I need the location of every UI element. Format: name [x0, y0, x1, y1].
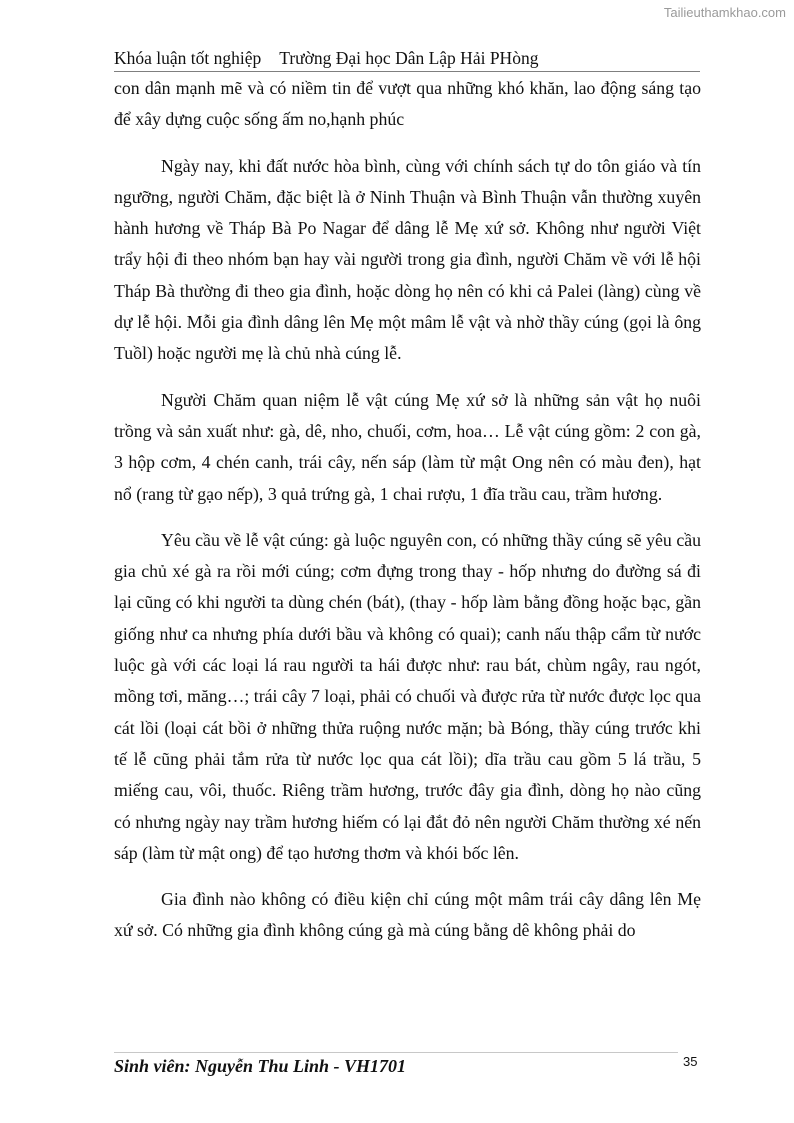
paragraph-continuation: con dân mạnh mẽ và có niềm tin để vượt qua những khó khăn, lao động sáng tạo để xây dựng cuộc sống ấm no,hạnh phúc: [114, 78, 701, 130]
page-header: [114, 48, 700, 72]
header-thesis-label: Khóa luận tốt nghiệp: [114, 48, 262, 68]
watermark-text: Tailieuthamkhao.com: [663, 5, 786, 20]
paragraph-offerings: Người Chăm quan niệm lễ vật cúng Mẹ xứ sở là những sản vật họ nuôi trồng và sản xuất như: gà, dê, nho, chuối, cơm, hoa… Lễ vật cúng gồm: 2 con gà, 3 hộp cơm, 4 chén canh, trái cây, nến sáp (làm từ mật Ong nên có màu đen), hạt nổ (rang từ gạo nếp), 3 quả trứng gà, 1 chai rượu, 1 đĩa trầu cau, trầm hương.: [114, 389, 701, 504]
page-number: 35: [683, 1054, 698, 1069]
document-body: [114, 73, 701, 962]
header-university-label: Trường Đại học Dân Lập Hải PHòng: [279, 48, 539, 68]
paragraph-fruit-tray: Gia đình nào không có điều kiện chỉ cúng một mâm trái cây dâng lên Mẹ xứ sở. Có những gia đình không cúng gà mà cúng bằng dê không phải do: [114, 889, 701, 941]
footer-student-name: Sinh viên: Nguyễn Thu Linh - VH1701: [114, 1056, 407, 1076]
paragraph-offering-requirements: Yêu cầu về lễ vật cúng: gà luộc nguyên con, có những thầy cúng sẽ yêu cầu gia chủ xé gà ra rồi mới cúng; cơm đựng trong thay - hốp nhưng do đường sá đi lại cũng có khi người ta dùng chén (bát), (thay - hốp làm bằng đồng hoặc bạc, gần giống như ca nhưng phía dưới bầu và không có quai); canh nấu thập cẩm từ nước luộc gà với các loại lá rau người ta hái được như: rau bát, chùm ngây, rau ngót, mồng tơi, măng…; trái cây 7 loại, phải có chuối và được rửa từ nước được lọc qua cát lồi (loại cát bồi ở những thửa ruộng nước mặn; bà Bóng, thầy cúng trước khi tế lễ cũng phải tắm rửa từ nước lọc qua cát lồi); dĩa trầu cau gồm 5 lá trầu, 5 miếng cau, vôi, thuốc. Riêng trầm hương, trước đây gia đình, dòng họ nào cũng có nhưng ngày nay trầm hương hiếm có lại đắt đỏ nên người Chăm thường xé nến sáp (làm từ mật ong) để tạo hương thơm và khói bốc lên.: [114, 529, 701, 863]
paragraph-pilgrimage: Ngày nay, khi đất nước hòa bình, cùng với chính sách tự do tôn giáo và tín ngưỡng, người Chăm, đặc biệt là ở Ninh Thuận và Bình Thuận vẫn thường xuyên hành hương về Tháp Bà Po Nagar để dâng lễ Mẹ xứ sở. Không như người Việt trẩy hội đi theo nhóm bạn hay vài người trong gia đình, người Chăm về với lễ hội Tháp Bà thường đi theo gia đình, hoặc dòng họ nên có khi cả Palei (làng) cùng về dự lễ hội. Mỗi gia đình dâng lên Mẹ một mâm lễ vật và nhờ thầy cúng (gọi là ông Tuồl) hoặc người mẹ là chủ nhà cúng lễ.: [114, 155, 701, 364]
footer-divider: [114, 1052, 678, 1053]
